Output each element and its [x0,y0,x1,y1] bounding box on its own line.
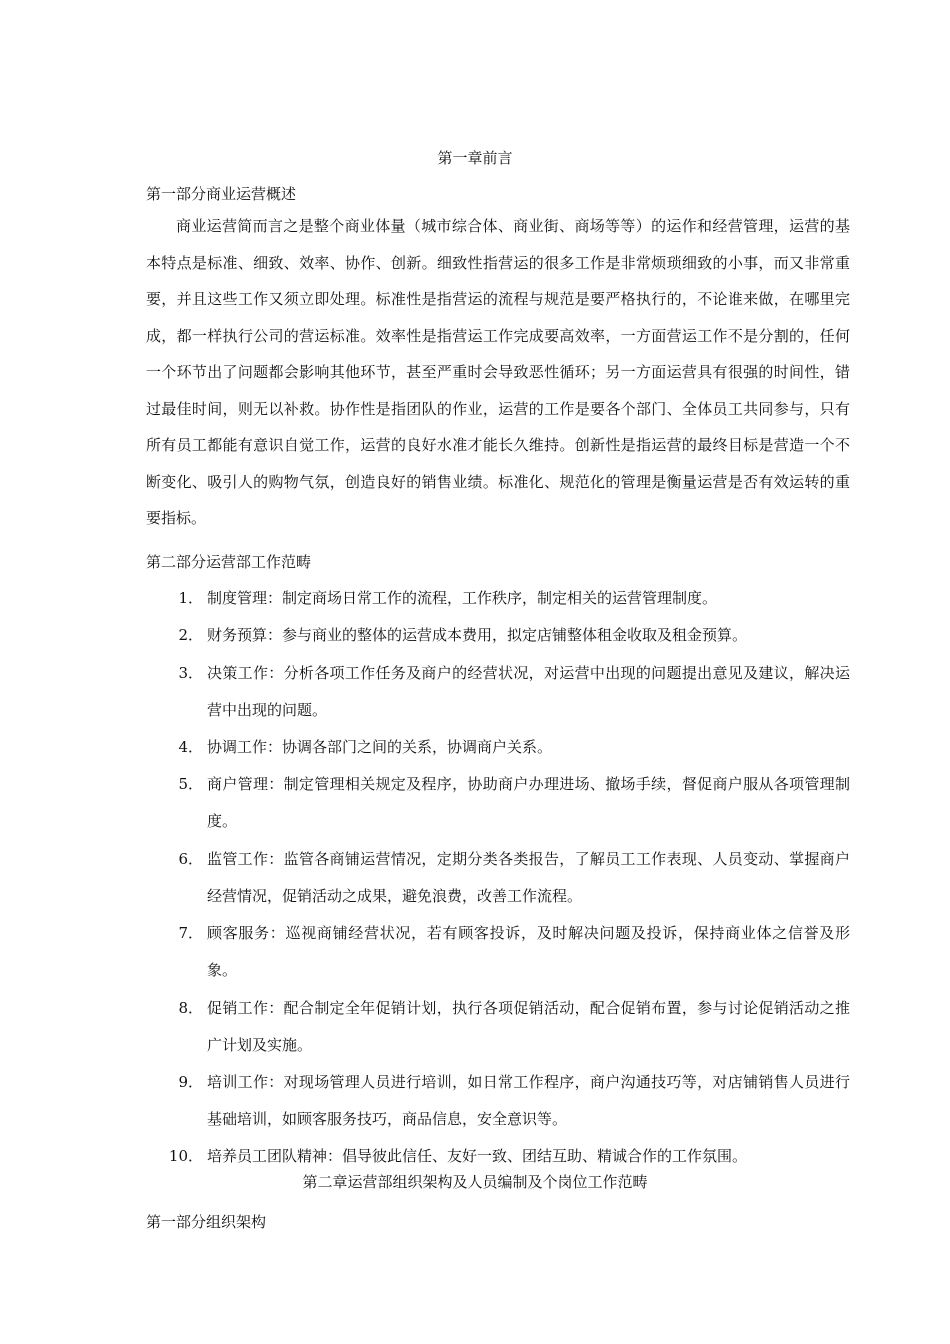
list-item-text: 促销工作：配合制定全年促销计划，执行各项促销活动，配合促销布置，参与讨论促销活动之推广计划及实施。 [207,999,850,1054]
list-item-text: 财务预算：参与商业的整体的运营成本费用，拟定店铺整体租金收取及租金预算。 [207,626,748,644]
list-item-text: 监管工作：监管各商铺运营情况，定期分类各类报告，了解员工工作表现、人员变动、掌握商户经营情况，促销活动之成果，避免浪费，改善工作流程。 [207,850,850,905]
list-item-text: 培训工作：对现场管理人员进行培训，如日常工作程序，商户沟通技巧等，对店铺销售人员进行基础培训，如顾客服务技巧，商品信息，安全意识等。 [207,1073,850,1128]
list-item-text: 协调工作：协调各部门之间的关系，协调商户关系。 [207,738,553,756]
list-item-number: 3． [178,664,203,682]
list-item-number: 2． [178,626,203,644]
list-item-number: 5． [178,775,203,793]
list-item-text: 决策工作：分析各项工作任务及商户的经营状况，对运营中出现的问题提出意见及建议，解决运营中出现的问题。 [207,664,850,719]
list-item-number: 9． [178,1073,203,1091]
part-1-heading: 第一部分商业运营概述 [146,185,297,203]
list-item-number: 1． [178,589,203,607]
list-item-text: 商户管理：制定管理相关规定及程序，协助商户办理进场、撤场手续，督促商户服从各项管理制度。 [207,775,850,830]
part-2-heading: 第二部分运营部工作范畴 [146,553,312,571]
list-item-text: 顾客服务：巡视商铺经营状况，若有顾客投诉，及时解决问题及投诉，保持商业体之信誉及形象。 [207,924,850,979]
list-item-number: 4． [178,738,203,756]
list-item-number: 8． [178,999,203,1017]
list-item-number: 6． [178,850,203,868]
chapter-2-part-1-heading: 第一部分组织架构 [146,1213,267,1231]
list-item-number: 10． [168,1147,203,1165]
list-item-text: 制度管理：制定商场日常工作的流程，工作秩序，制定相关的运营管理制度。 [207,589,718,607]
list-item-text: 培养员工团队精神：倡导彼此信任、友好一致、团结互助、精诚合作的工作氛围。 [207,1147,748,1165]
list-item-number: 7． [178,924,203,942]
part-1-paragraph: 商业运营简而言之是整个商业体量（城市综合体、商业街、商场等等）的运作和经营管理，运营的基本特点是标准、细致、效率、协作、创新。细致性指营运的很多工作是非常烦琐细致的小事，而又非常重要，并且这些工作又须立即处理。标准性是指营运的流程与规范是要严格执行的，不论谁来做，在哪里完成，都一样执行公司的营运标准。效率性是指营运工作完成要高效率，一方面营运工作不是分割的，任何一个环节出了问题都会影响其他环节，甚至严重时会导致恶性循环；另一方面运营具有很强的时间性，错过最佳时间，则无以补救。协作性是指团队的作业，运营的工作是要各个部门、全体员工共同参与，只有所有员工都能有意识自觉工作，运营的良好水准才能长久维持。创新性是指运营的最终目标是营造一个不断变化、吸引人的购物气氛，创造良好的销售业绩。标准化、规范化的管理是衡量运营是否有效运转的重要指标。 [146,217,850,527]
chapter-2-title: 第二章运营部组织架构及人员编制及个岗位工作范畴 [302,1173,648,1191]
chapter-1-title: 第一章前言 [437,149,513,167]
